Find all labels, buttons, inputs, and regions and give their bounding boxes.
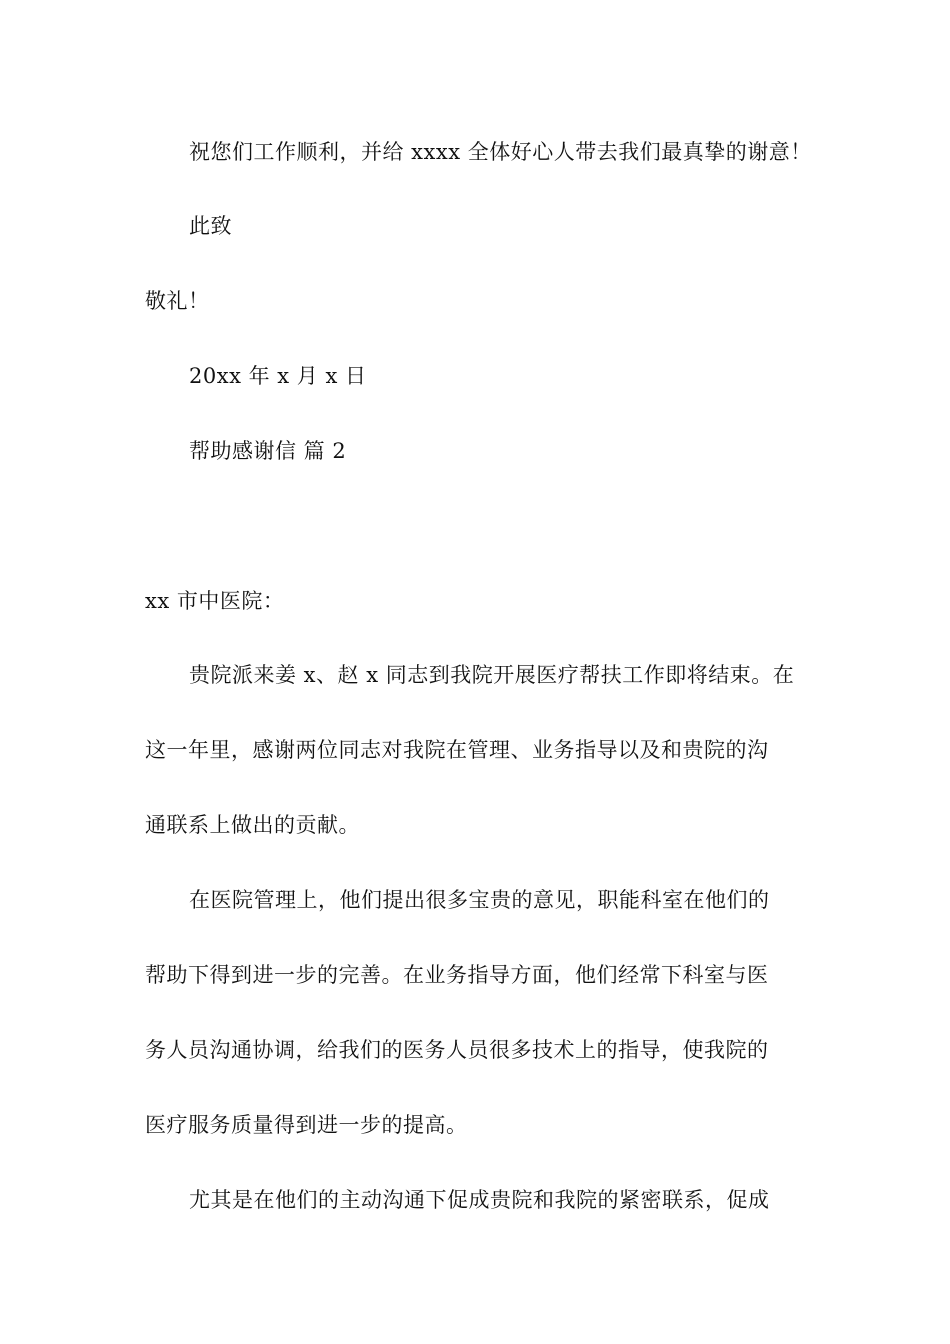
closing-wish: 祝您们工作顺利，并给 xxxx 全体好心人带去我们最真挚的谢意！ <box>189 140 812 164</box>
paragraph-1-line-3: 通联系上做出的贡献。 <box>145 813 360 837</box>
section-heading: 帮助感谢信 篇 2 <box>189 439 347 463</box>
salutation-cizhi: 此致 <box>189 214 232 238</box>
salutation-jingli: 敬礼！ <box>145 289 210 313</box>
paragraph-2-line-2: 帮助下得到进一步的完善。在业务指导方面，他们经常下科室与医 <box>145 963 769 987</box>
paragraph-1-line-2: 这一年里，感谢两位同志对我院在管理、业务指导以及和贵院的沟 <box>145 738 769 762</box>
recipient-line: xx 市中医院： <box>145 589 285 613</box>
paragraph-2-line-3: 务人员沟通协调，给我们的医务人员很多技术上的指导，使我院的 <box>145 1038 769 1062</box>
letter-date: 20xx 年 x 月 x 日 <box>189 364 367 388</box>
paragraph-3-line-1: 尤其是在他们的主动沟通下促成贵院和我院的紧密联系，促成 <box>189 1188 770 1212</box>
paragraph-1-line-1: 贵院派来姜 x、赵 x 同志到我院开展医疗帮扶工作即将结束。在 <box>189 663 795 687</box>
paragraph-2-line-4: 医疗服务质量得到进一步的提高。 <box>145 1113 468 1137</box>
paragraph-2-line-1: 在医院管理上，他们提出很多宝贵的意见，职能科室在他们的 <box>189 888 770 912</box>
